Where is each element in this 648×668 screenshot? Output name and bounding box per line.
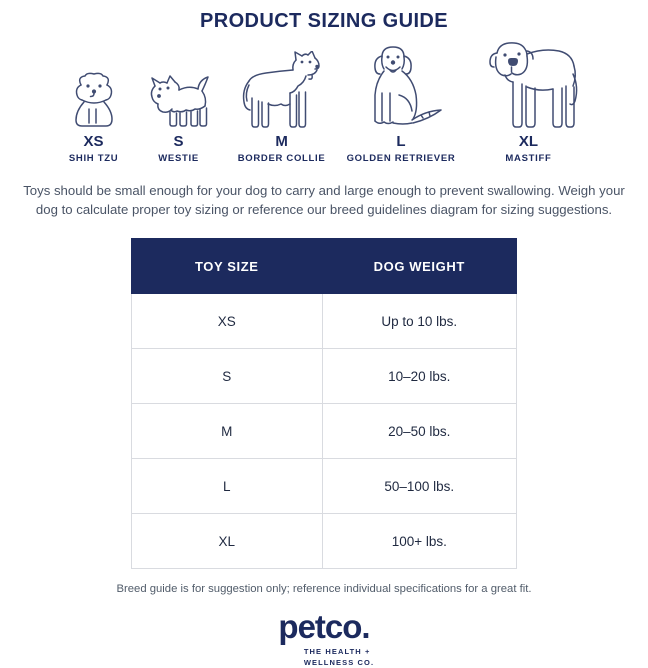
description-line-2: dog to calculate proper toy sizing or reference our breed guidelines diagram for sizing suggestions. bbox=[35, 202, 613, 218]
shih-tzu-illustration bbox=[67, 72, 121, 129]
breed-label-shih-tzu: SHIH TZU bbox=[68, 152, 119, 164]
table-row bbox=[132, 294, 517, 349]
table-row bbox=[132, 404, 517, 459]
size-label-l: L bbox=[396, 133, 406, 150]
petco-wordmark bbox=[278, 608, 370, 646]
size-label-s: S bbox=[173, 133, 184, 150]
column-header-dog-weight: DOG WEIGHT bbox=[322, 239, 516, 294]
sizing-table bbox=[131, 238, 517, 569]
breed-figure-m bbox=[237, 51, 327, 164]
dog-weight-cell: Up to 10 lbs. bbox=[322, 294, 516, 349]
toy-size-cell: M bbox=[132, 404, 323, 459]
table-row bbox=[132, 459, 517, 514]
table-row bbox=[132, 514, 517, 569]
page-title: PRODUCT SIZING GUIDE bbox=[199, 10, 448, 32]
breed-label-mastiff: MASTIFF bbox=[505, 152, 552, 164]
toy-size-cell: XS bbox=[132, 294, 323, 349]
disclaimer-note: Breed guide is for suggestion only; reference individual specifications for a great fit. bbox=[116, 583, 532, 596]
breed-figure-xs bbox=[67, 72, 121, 164]
petco-logo bbox=[0, 608, 648, 668]
border-collie-illustration bbox=[237, 51, 327, 129]
mastiff-illustration bbox=[475, 41, 581, 129]
sizing-description bbox=[18, 181, 630, 219]
table-header-row bbox=[132, 239, 517, 294]
dog-weight-cell: 20–50 lbs. bbox=[322, 404, 516, 459]
tagline-line-2: WELLNESS CO. bbox=[303, 657, 375, 667]
toy-size-cell: S bbox=[132, 349, 323, 404]
breed-size-row bbox=[0, 41, 648, 164]
dog-weight-cell: 100+ lbs. bbox=[322, 514, 516, 569]
breed-label-border-collie: BORDER COLLIE bbox=[237, 152, 326, 164]
tagline-line-1: THE HEALTH + bbox=[303, 646, 371, 656]
description-line-1: Toys should be small enough for your dog to carry and large enough to prevent swallowing. Weigh your bbox=[23, 182, 625, 198]
column-header-toy-size: TOY SIZE bbox=[132, 239, 323, 294]
toy-size-cell: L bbox=[132, 459, 323, 514]
breed-label-golden-retriever: GOLDEN RETRIEVER bbox=[346, 152, 456, 164]
dog-weight-cell: 50–100 lbs. bbox=[322, 459, 516, 514]
breed-label-westie: WESTIE bbox=[158, 152, 199, 164]
breed-figure-s bbox=[141, 75, 217, 164]
size-label-m: M bbox=[275, 133, 288, 150]
brand-dot: . bbox=[361, 608, 370, 646]
dog-weight-cell: 10–20 lbs. bbox=[322, 349, 516, 404]
breed-figure-l bbox=[347, 45, 456, 164]
brand-text: petco bbox=[278, 608, 362, 646]
table-row bbox=[132, 349, 517, 404]
westie-illustration bbox=[141, 75, 217, 129]
petco-tagline bbox=[304, 646, 374, 668]
golden-retriever-illustration bbox=[353, 45, 449, 129]
size-label-xl: XL bbox=[518, 133, 538, 150]
size-label-xs: XS bbox=[83, 133, 104, 150]
sizing-guide-page bbox=[0, 10, 648, 667]
toy-size-cell: XL bbox=[132, 514, 323, 569]
breed-figure-xl bbox=[475, 41, 581, 164]
